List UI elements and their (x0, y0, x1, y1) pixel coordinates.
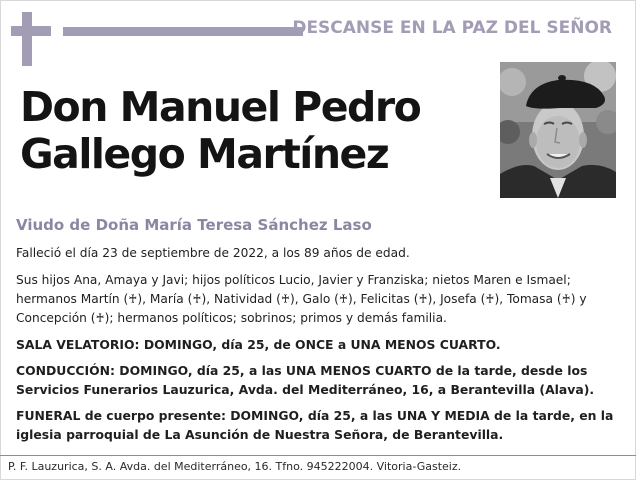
funeral-paragraph: FUNERAL de cuerpo presente: DOMINGO, día 25, a las UNA Y MEDIA de la tarde, en la iglesia parroquial de La Asunción de Nuestra Señora, de Berantevilla. (16, 408, 614, 442)
funeral-home-footer: P. F. Lauzurica, S. A. Avda. del Mediterráneo, 16. Tfno. 945222004. Vitoria-Gasteiz. (8, 460, 462, 473)
conduccion-paragraph: CONDUCCIÓN: DOMINGO, día 25, a las UNA MENOS CUARTO de la tarde, desde los Servicios Funerarios Lauzurica, Avda. del Mediterráneo, 16, a Berantevilla (Alava). (16, 363, 595, 397)
header-title: DESCANSE EN LA PAZ DEL SEÑOR (292, 18, 612, 38)
family-paragraph: Sus hijos Ana, Amaya y Javi; hijos políticos Lucio, Javier y Franziska; nietos Maren e Ismael; hermanos Martín (♰), María (♰), Natividad (♰), Galo (♰), Felicitas (♰), Josefa (♰), Tomasa (♰) y Concepción (♰); hermanos políticos; sobrinos; primos y demás familia. (16, 273, 587, 325)
footer-divider (0, 455, 636, 456)
cross-icon-vertical (22, 12, 32, 66)
name-line-1: Don Manuel Pedro (20, 83, 421, 131)
deceased-name (20, 84, 420, 178)
death-notice-paragraph: Falleció el día 23 de septiembre de 2022, a los 89 años de edad. (16, 246, 410, 260)
velatorio-paragraph: SALA VELATORIO: DOMINGO, día 25, de ONCE a UNA MENOS CUARTO. (16, 337, 501, 352)
cross-icon-horizontal (11, 26, 51, 36)
widow-of-subtitle: Viudo de Doña María Teresa Sánchez Laso (16, 216, 372, 234)
obituary-body (16, 244, 622, 451)
name-line-2: Gallego Martínez (20, 130, 389, 178)
header-rule (63, 27, 303, 36)
deceased-photo (500, 62, 616, 198)
